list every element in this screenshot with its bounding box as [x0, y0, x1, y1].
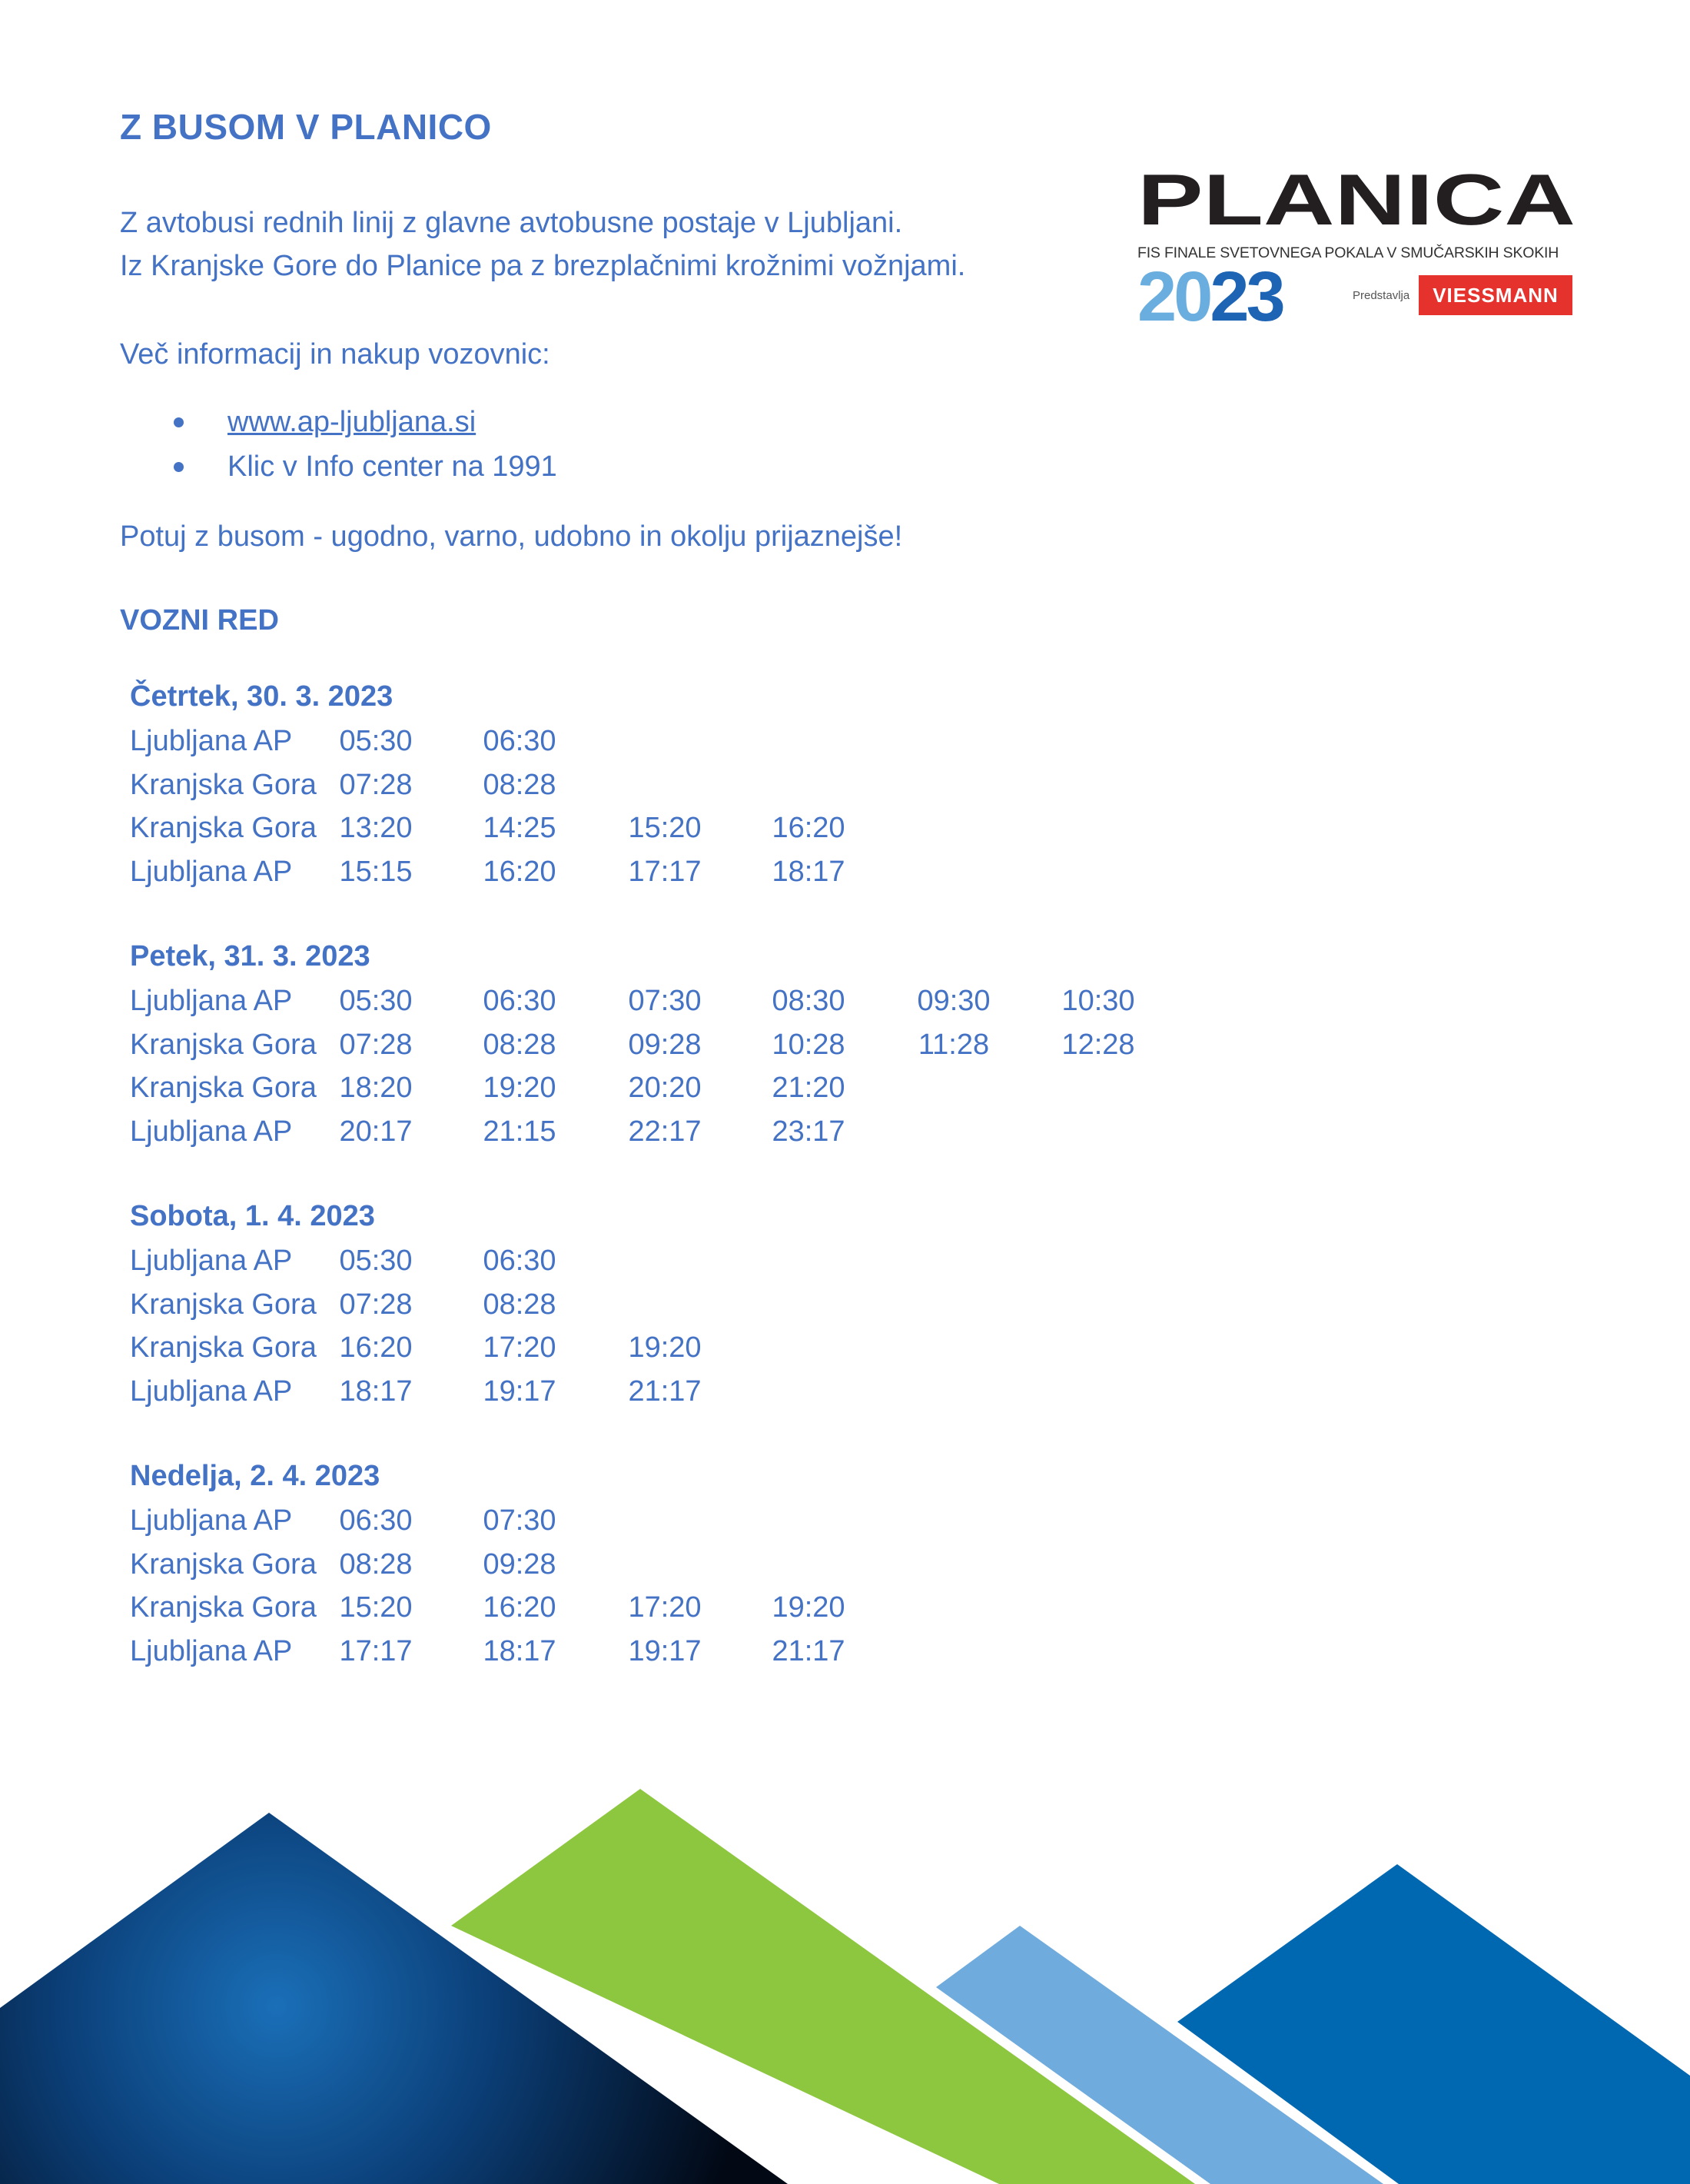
day-title: Petek, 31. 3. 2023	[130, 940, 370, 972]
info-center-text: Klic v Info center na 1991	[227, 450, 557, 483]
presented-by-text: Predstavlja	[1353, 289, 1410, 302]
departure-time: 08:28	[483, 1288, 556, 1321]
departure-time: 08:28	[483, 768, 556, 801]
section-title: VOZNI RED	[120, 604, 279, 637]
departure-time: 19:17	[483, 1375, 556, 1408]
stop-name: Ljubljana AP	[130, 985, 293, 1017]
stop-name: Ljubljana AP	[130, 1375, 293, 1408]
bullet-icon	[174, 462, 184, 472]
departure-time: 18:17	[339, 1375, 413, 1408]
departure-time: 21:17	[628, 1375, 702, 1408]
list-item	[120, 400, 557, 444]
stop-name: Ljubljana AP	[130, 855, 293, 888]
departure-time: 10:30	[1061, 985, 1135, 1017]
departure-time: 15:20	[628, 812, 702, 844]
departure-time: 09:28	[628, 1028, 702, 1061]
svg-text:PLANICA: PLANICA	[1137, 168, 1575, 229]
departure-time: 08:28	[339, 1547, 413, 1581]
stop-name: Ljubljana AP	[130, 1504, 293, 1537]
day-title: Četrtek, 30. 3. 2023	[130, 680, 393, 713]
departure-time: 21:20	[772, 1072, 845, 1104]
page-title: Z BUSOM V PLANICO	[120, 107, 492, 147]
day-block	[130, 933, 1135, 1153]
day-title: Sobota, 1. 4. 2023	[130, 1200, 375, 1232]
departure-time: 14:25	[483, 812, 556, 844]
departure-time: 05:30	[339, 1245, 413, 1277]
intro-text	[120, 201, 965, 288]
stop-name: Kranjska Gora	[130, 768, 317, 801]
stop-name: Ljubljana AP	[130, 1115, 293, 1148]
departure-time: 05:30	[339, 725, 413, 757]
departure-time: 07:28	[339, 1288, 413, 1321]
stop-name: Kranjska Gora	[130, 1288, 317, 1321]
departure-time: 17:20	[483, 1331, 556, 1364]
departure-time: 09:30	[917, 985, 991, 1017]
timetable-row	[130, 763, 556, 807]
departure-time: 06:30	[483, 725, 556, 757]
departure-time: 17:20	[628, 1591, 702, 1624]
stop-name: Kranjska Gora	[130, 812, 317, 844]
stop-name: Ljubljana AP	[130, 725, 293, 757]
timetable-row	[130, 806, 845, 850]
timetable-row	[130, 1370, 702, 1414]
stop-name: Kranjska Gora	[130, 1331, 317, 1364]
stop-name: Kranjska Gora	[130, 1591, 317, 1624]
departure-time: 09:28	[483, 1547, 556, 1581]
timetable-row	[130, 1326, 702, 1370]
stop-name: Kranjska Gora	[130, 1028, 317, 1061]
stop-name: Ljubljana AP	[130, 1634, 293, 1667]
planica-logo	[1137, 168, 1583, 341]
bullet-icon	[174, 417, 184, 427]
departure-time: 15:20	[339, 1591, 413, 1624]
departure-time: 23:17	[772, 1115, 845, 1148]
departure-time: 07:28	[339, 768, 413, 801]
timetable-row	[130, 1499, 556, 1543]
departure-time: 17:17	[339, 1634, 413, 1667]
departure-time: 08:28	[483, 1028, 556, 1061]
timetable-row	[130, 1586, 845, 1630]
departure-time: 19:20	[772, 1591, 845, 1624]
info-list	[120, 400, 557, 489]
timetable-row	[130, 1110, 845, 1154]
timetable-row	[130, 1283, 556, 1327]
departure-time: 21:15	[483, 1115, 556, 1148]
timetable-row	[130, 1543, 556, 1587]
departure-time: 19:17	[628, 1634, 702, 1667]
departure-time: 20:17	[339, 1115, 413, 1148]
departure-time: 05:30	[339, 985, 413, 1017]
departure-time: 21:17	[772, 1634, 845, 1667]
list-item	[120, 444, 557, 489]
timetable-row	[130, 1630, 845, 1674]
departure-time: 16:20	[772, 812, 845, 844]
day-title: Nedelja, 2. 4. 2023	[130, 1460, 380, 1492]
stop-name: Kranjska Gora	[130, 1072, 317, 1104]
timetable-row	[130, 720, 556, 763]
day-block	[130, 673, 845, 893]
stop-name: Ljubljana AP	[130, 1245, 293, 1277]
departure-time: 07:30	[483, 1504, 556, 1537]
day-block	[130, 1453, 845, 1673]
planica-wordmark	[1137, 168, 1579, 229]
departure-time: 07:28	[339, 1028, 413, 1061]
departure-time: 18:17	[772, 855, 845, 888]
timetable-row	[130, 979, 1135, 1023]
sponsor-logo: VIESSMANN	[1419, 275, 1572, 315]
tagline: Potuj z busom - ugodno, varno, udobno in okolju prijaznejše!	[120, 520, 903, 553]
departure-time: 06:30	[483, 985, 556, 1017]
departure-time: 13:20	[339, 812, 413, 844]
website-link[interactable]: www.ap-ljubljana.si	[227, 406, 476, 438]
departure-time: 16:20	[339, 1331, 413, 1364]
departure-time: 11:28	[918, 1028, 990, 1061]
departure-time: 06:30	[339, 1504, 413, 1537]
departure-time: 16:20	[483, 1591, 556, 1624]
logo-subtitle: FIS FINALE SVETOVNEGA POKALA V SMUČARSKIH SKOKIH	[1137, 244, 1559, 261]
departure-time: 15:15	[339, 855, 413, 888]
timetable-row	[130, 1239, 556, 1283]
departure-time: 06:30	[483, 1245, 556, 1277]
more-info-text: Več informacij in nakup vozovnic:	[120, 338, 550, 371]
day-block	[130, 1193, 702, 1413]
departure-time: 18:17	[483, 1634, 556, 1667]
departure-time: 08:30	[772, 985, 845, 1017]
departure-time: 16:20	[483, 855, 556, 888]
timetable-row	[130, 1066, 845, 1110]
intro-line: Z avtobusi rednih linij z glavne avtobusne postaje v Ljubljani.	[120, 207, 903, 239]
intro-line: Iz Kranjske Gore do Planice pa z brezplačnimi krožnimi vožnjami.	[120, 250, 966, 282]
departure-time: 17:17	[628, 855, 702, 888]
timetable-row	[130, 1023, 1135, 1067]
departure-time: 12:28	[1061, 1028, 1135, 1061]
timetable-row	[130, 850, 845, 894]
departure-time: 18:20	[339, 1072, 413, 1104]
departure-time: 19:20	[628, 1331, 702, 1364]
departure-time: 22:17	[628, 1115, 702, 1148]
departure-time: 19:20	[483, 1072, 556, 1104]
departure-time: 07:30	[628, 985, 702, 1017]
stop-name: Kranjska Gora	[130, 1547, 317, 1581]
departure-time: 10:28	[772, 1028, 845, 1061]
departure-time: 20:20	[628, 1072, 702, 1104]
logo-year: 2023	[1137, 258, 1283, 336]
